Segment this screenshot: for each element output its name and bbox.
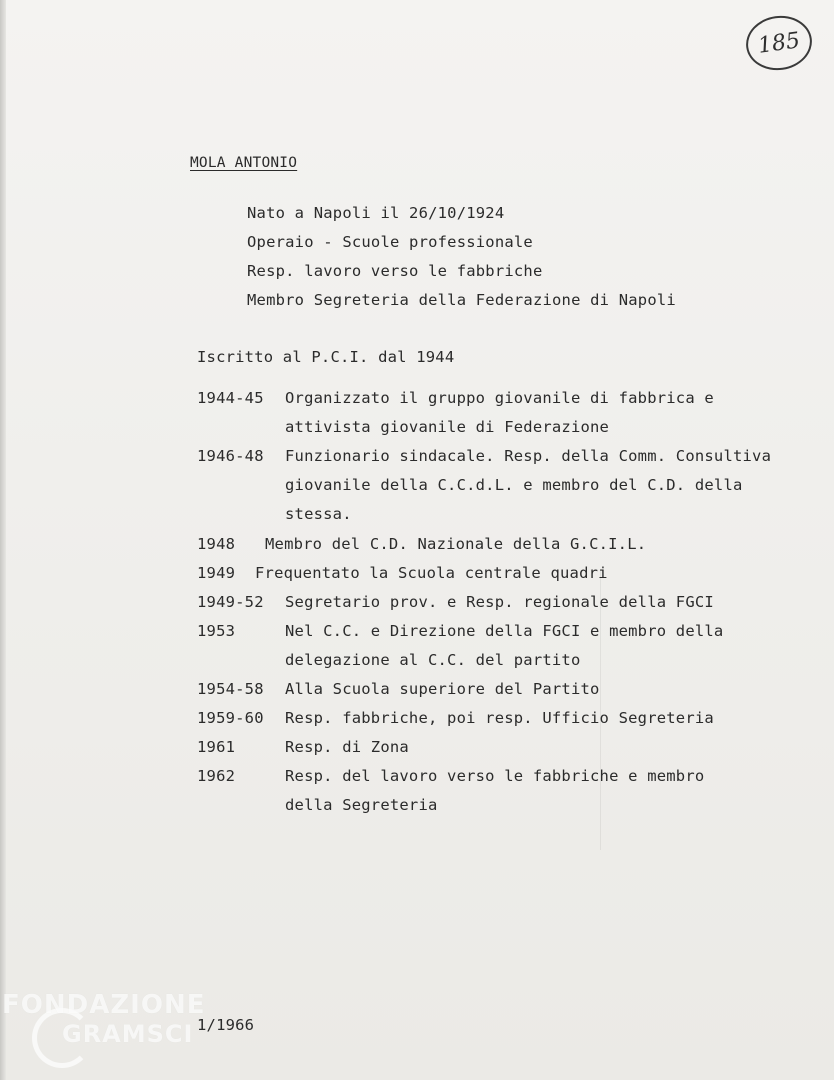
watermark-line-1: FONDAZIONE: [2, 990, 206, 1020]
entry-year: 1961: [197, 738, 236, 756]
entry-line: Resp. fabbriche, poi resp. Ufficio Segreteria: [285, 709, 714, 727]
info-line: Nato a Napoli il 26/10/1924: [247, 204, 505, 222]
entry-year: 1959-60: [197, 709, 264, 727]
entry-line: Frequentato la Scuola centrale quadri: [255, 564, 608, 582]
entry-line: delegazione al C.C. del partito: [285, 651, 581, 669]
info-line: Resp. lavoro verso le fabbriche: [247, 262, 543, 280]
person-name: MOLA ANTONIO: [190, 155, 298, 171]
info-line: Operaio - Scuole professionale: [247, 233, 533, 251]
archive-number: 185: [756, 27, 802, 59]
entry-line: Nel C.C. e Direzione della FGCI e membro della: [285, 622, 724, 640]
entry-year: 1949-52: [197, 593, 264, 611]
entry-line: Membro del C.D. Nazionale della G.C.I.L.: [265, 535, 647, 553]
entry-line: Alla Scuola superiore del Partito: [285, 680, 600, 698]
entry-year: 1954-58: [197, 680, 264, 698]
entry-year: 1944-45: [197, 389, 264, 407]
entry-year: 1946-48: [197, 447, 264, 465]
watermark-line-2: GRAMSCI: [62, 1020, 194, 1048]
membership-line: Iscritto al P.C.I. dal 1944: [197, 348, 455, 366]
entry-year: 1949: [197, 564, 236, 582]
entry-line: stessa.: [285, 505, 352, 523]
entry-line: Funzionario sindacale. Resp. della Comm. Consultiva: [285, 447, 772, 465]
fondazione-gramsci-watermark: [2, 990, 212, 1070]
info-line: Membro Segreteria della Federazione di Napoli: [247, 291, 676, 309]
page-footer: 1/1966: [197, 1016, 255, 1034]
entry-line: Resp. di Zona: [285, 738, 409, 756]
entry-line: attivista giovanile di Federazione: [285, 418, 610, 436]
entry-line: Segretario prov. e Resp. regionale della FGCI: [285, 593, 714, 611]
page-edge-shadow: [0, 0, 6, 1080]
entry-line: Organizzato il gruppo giovanile di fabbrica e: [285, 389, 714, 407]
entry-line: della Segreteria: [285, 796, 438, 814]
entry-line: giovanile della C.C.d.L. e membro del C.D. della: [285, 476, 743, 494]
entry-line: Resp. del lavoro verso le fabbriche e membro: [285, 767, 705, 785]
entry-year: 1962: [197, 767, 236, 785]
archive-number-stamp: [743, 12, 816, 75]
entry-year: 1953: [197, 622, 236, 640]
entry-year: 1948: [197, 535, 236, 553]
